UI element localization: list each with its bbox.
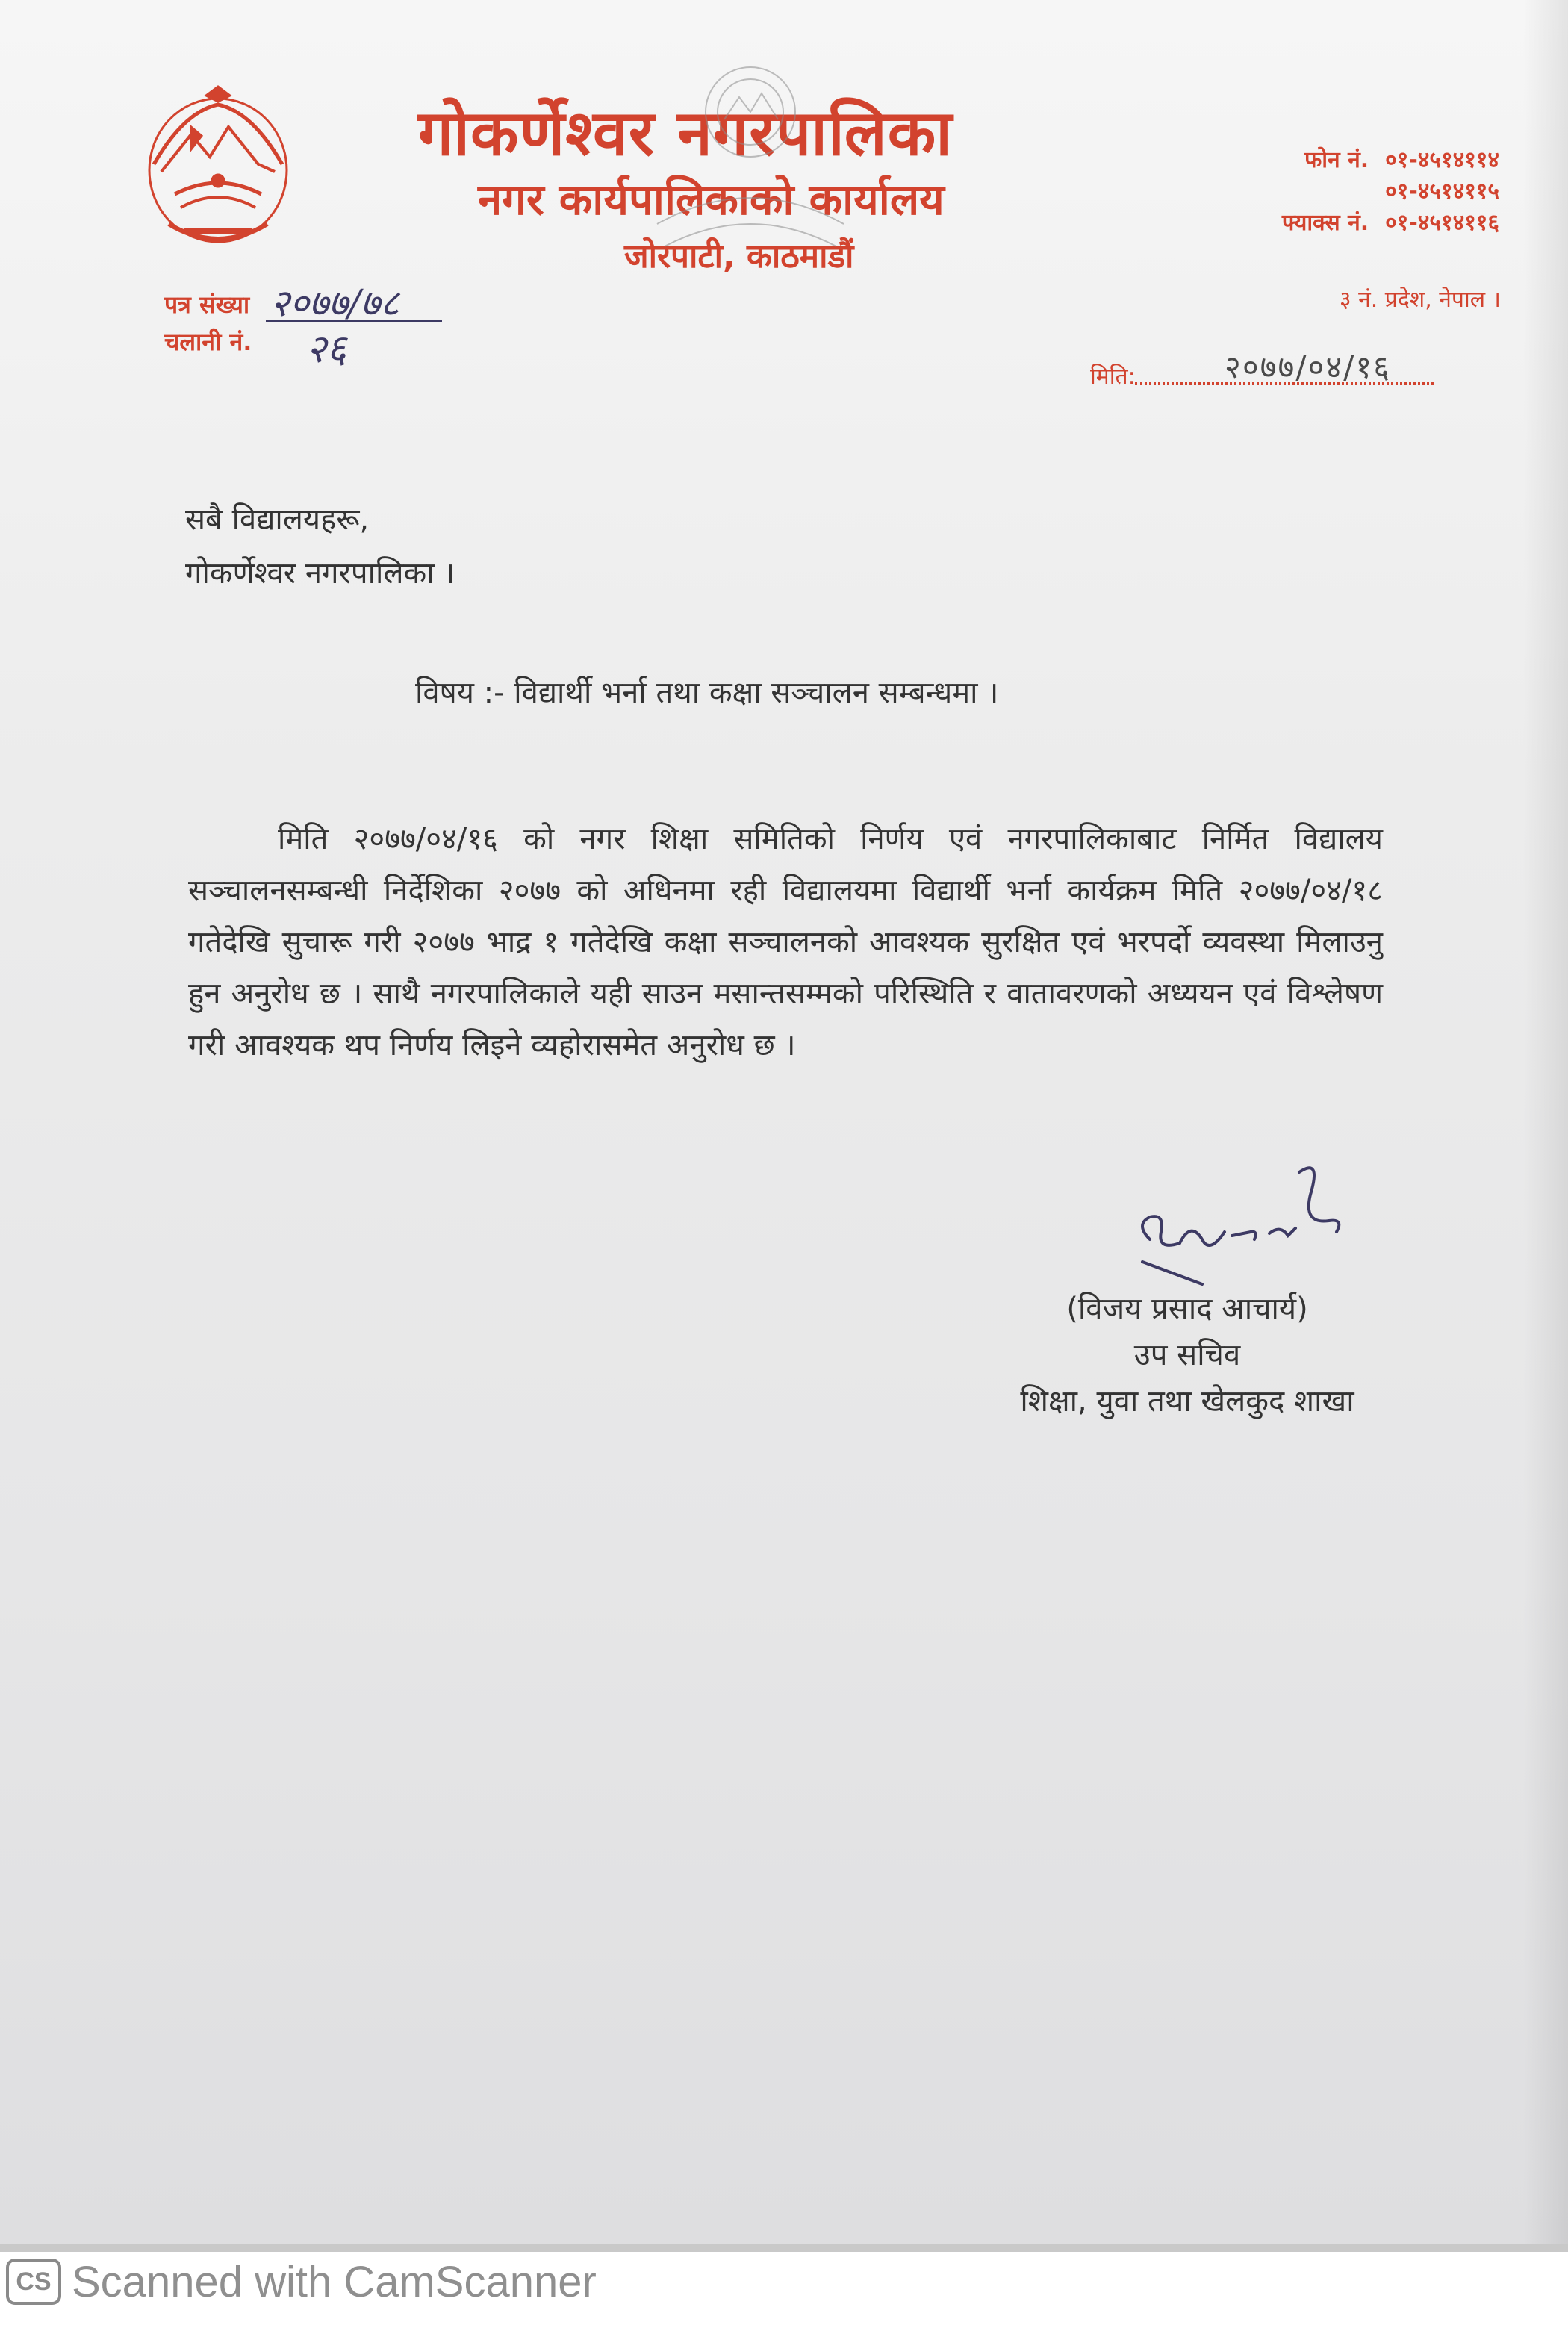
- signatory-department: शिक्षा, युवा तथा खेलकुद शाखा: [1020, 1384, 1354, 1419]
- subject-line: विषय :- विद्यार्थी भर्ना तथा कक्षा सञ्चालन सम्बन्धमा ।: [415, 676, 999, 710]
- date-value: २०७७/०४/१६: [1225, 349, 1392, 385]
- province-line: ३ नं. प्रदेश, नेपाल ।: [1339, 287, 1501, 313]
- camscanner-watermark: [6, 2255, 597, 2309]
- signatory-block: [971, 1286, 1404, 1425]
- signatory-title: उप सचिव: [1133, 1338, 1241, 1372]
- phone-row-2: [1186, 176, 1499, 208]
- addressee: [185, 493, 783, 600]
- date-label: मिति:: [1090, 364, 1136, 390]
- signatory-name: (विजय प्रसाद आचार्य): [1066, 1292, 1308, 1326]
- addressee-line-1: सबै विद्यालयहरू,: [185, 502, 370, 537]
- body-paragraph: मिति २०७७/०४/१६ को नगर शिक्षा समितिको निर्णय एवं नगरपालिकाबाट निर्मित विद्यालय सञ्चालनसम्बन्धी निर्देशिका २०७७ को अधिनमा रही विद्यालयमा विद्यार्थी भर्ना कार्यक्रम मिति २०७७/०४/१८ गतेदेखि सुचारू गरी २०७७ भाद्र १ गतेदेखि कक्षा सञ्चालनको आवश्यक सुरक्षित एवं भरपर्दो व्यवस्था मिलाउनु हुन अनुरोध छ । साथै नगरपालिकाले यही साउन मसान्तसम्मको परिस्थिति र वातावरणको अध्ययन एवं विश्लेषण गरी आवश्यक थप निर्णय लिइने व्यहोरासमेत अनुरोध छ ।: [188, 822, 1383, 1062]
- phone-number-2: ०१-४५१४११५: [1385, 178, 1499, 205]
- handwritten-signature: [1120, 1150, 1359, 1299]
- dispatch-value: २६: [306, 327, 347, 372]
- nepal-emblem-icon: [139, 82, 297, 249]
- office-subtitle: नगर कार्यपालिकाको कार्यालय: [478, 174, 945, 225]
- contact-block: [1186, 145, 1499, 239]
- camscanner-text: Scanned with CamScanner: [72, 2257, 597, 2306]
- phone-row-1: [1186, 145, 1499, 176]
- addressee-line-2: गोकर्णेश्वर नगरपालिका ।: [185, 556, 455, 591]
- fax-row: [1186, 208, 1499, 239]
- letter-number-value: २०७७/७८: [270, 281, 399, 325]
- sheet-bottom-edge: [0, 2244, 1568, 2252]
- sheet-shadow: [1523, 0, 1568, 2247]
- fax-number: ०१-४५१४११६: [1385, 210, 1499, 236]
- letter-number-label: पत्र संख्या: [164, 290, 250, 319]
- municipality-title: गोकर्णेश्वर नगरपालिका: [418, 96, 953, 169]
- office-address: जोरपाटी, काठमाडौं: [624, 237, 854, 276]
- camscanner-logo-icon: CS: [6, 2259, 61, 2305]
- letter-number-underline: [266, 320, 442, 322]
- phone-label: फोन नं.: [1304, 147, 1369, 173]
- office-seal-stamp: [642, 60, 859, 343]
- dispatch-label: चलानी नं.: [164, 328, 252, 356]
- fax-label: फ्याक्स नं.: [1281, 210, 1369, 236]
- phone-number-1: ०१-४५१४११४: [1385, 147, 1499, 173]
